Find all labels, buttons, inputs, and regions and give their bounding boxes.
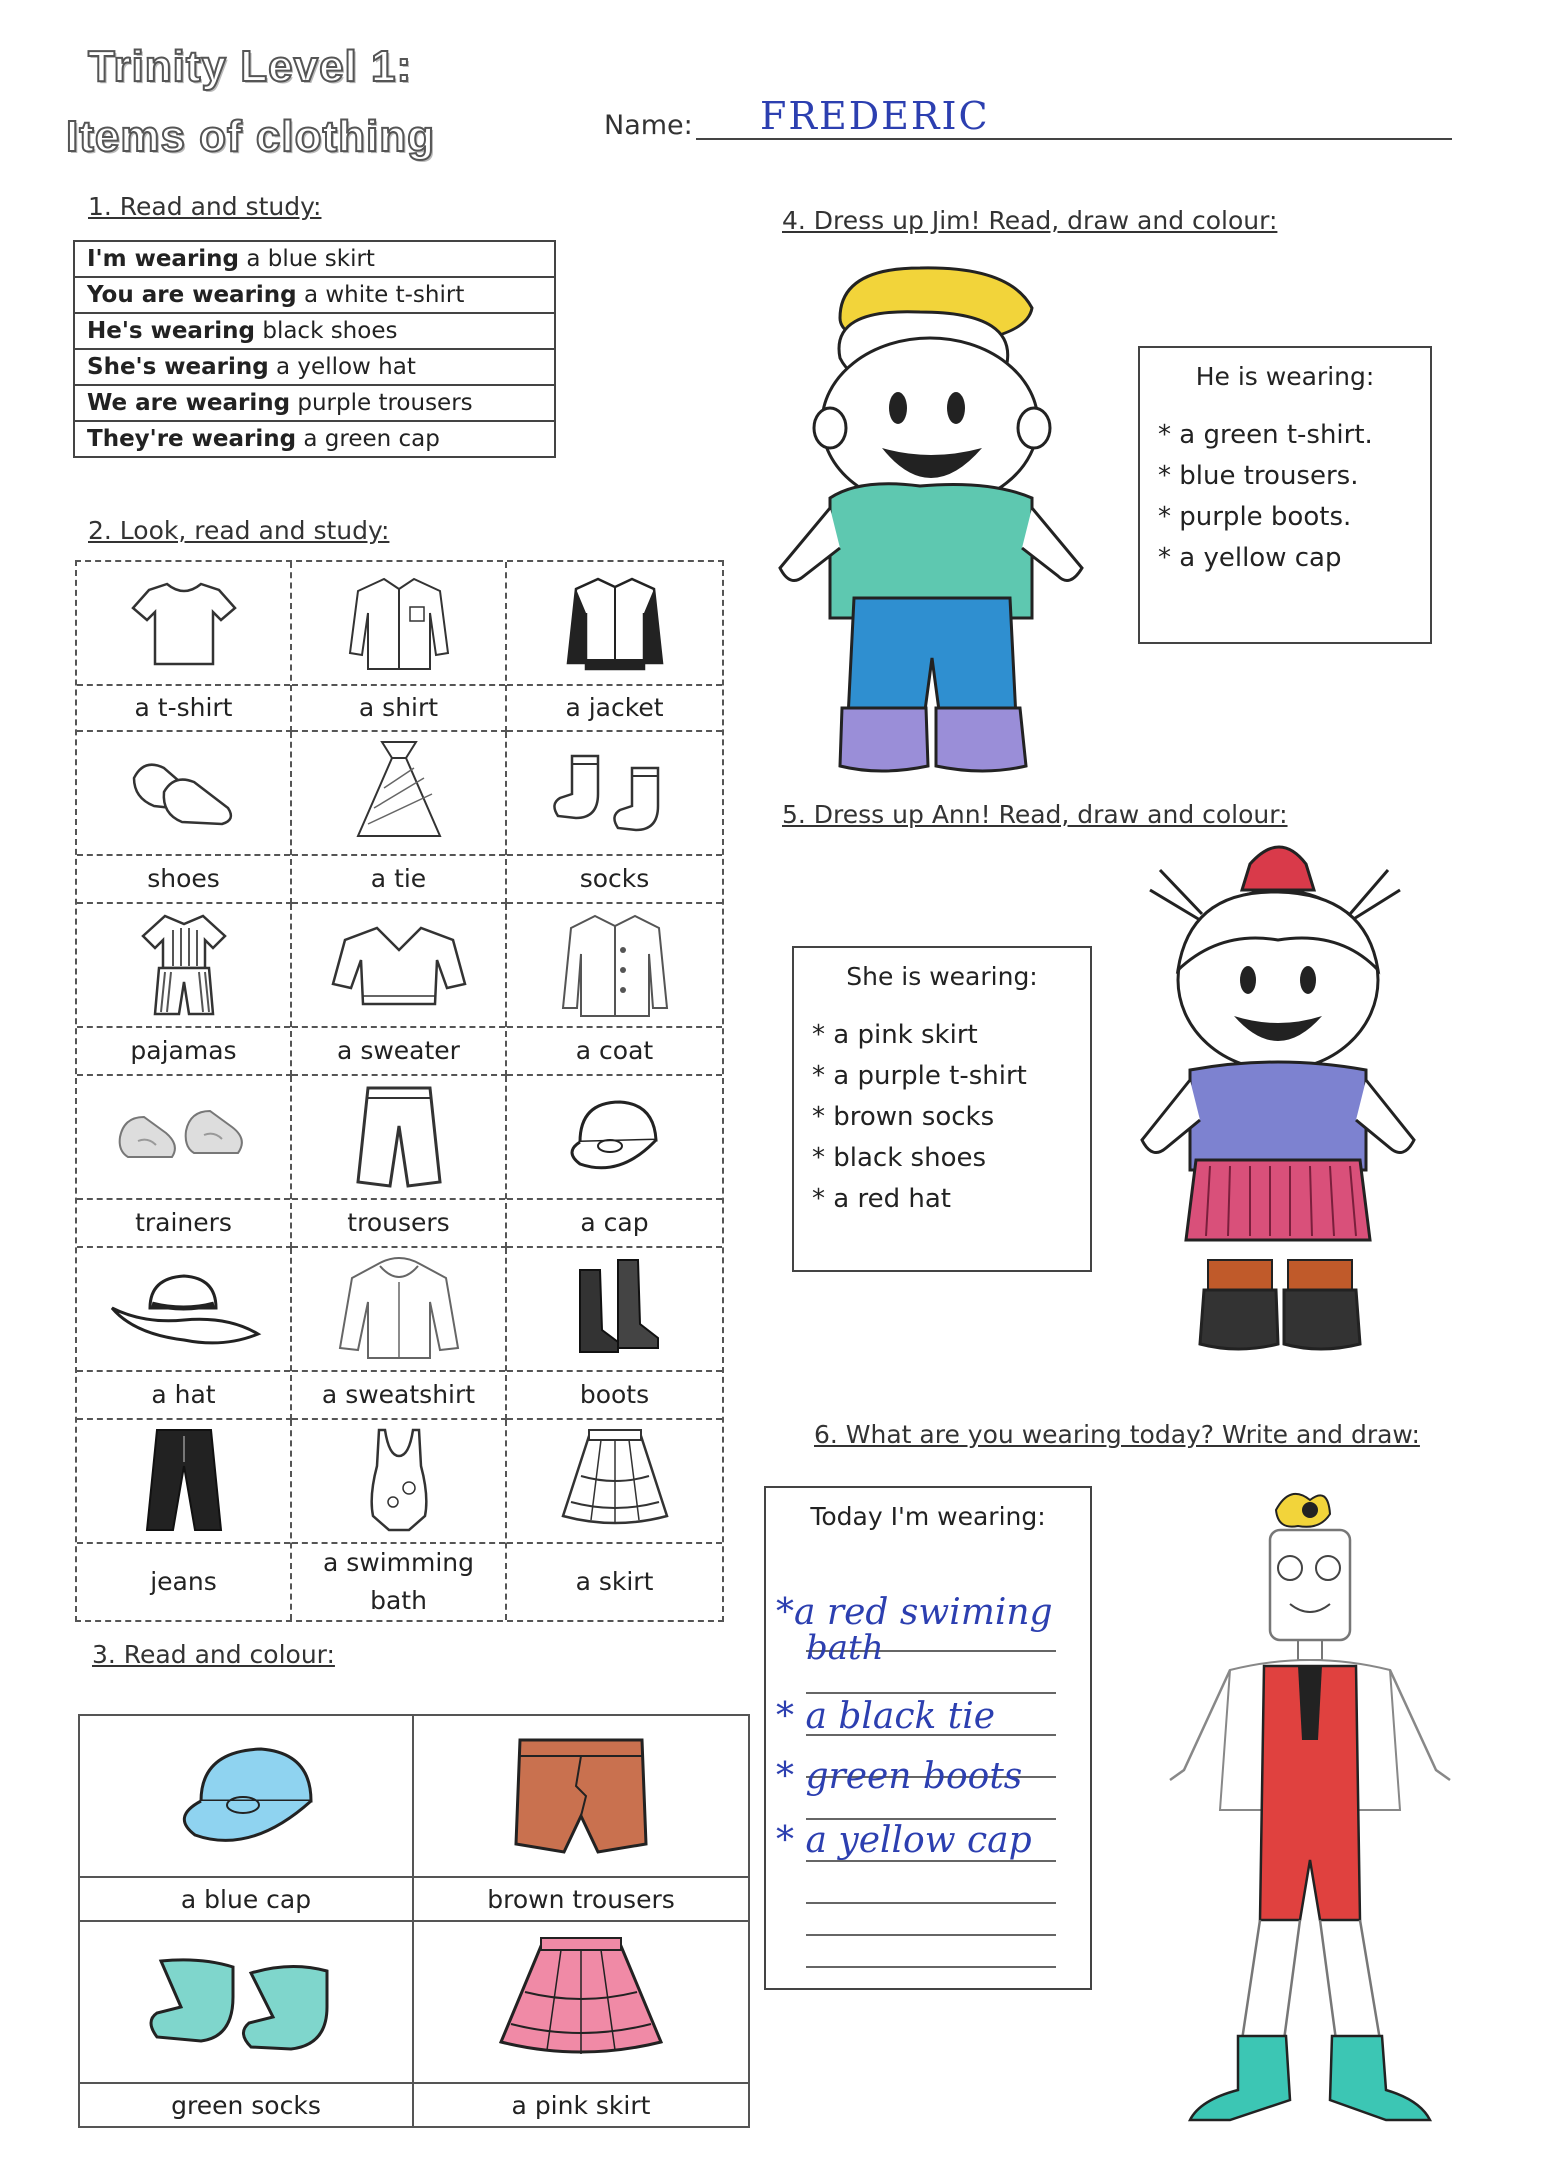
jim-item: * a green t-shirt. [1158,420,1373,450]
phrase-row [74,421,555,457]
phrase-rest: a green cap [303,426,440,452]
vocab-label: a skirt [575,1567,654,1596]
vocab-label: trousers [347,1208,450,1237]
answer-1: *a red swiming [776,1592,1053,1633]
vocab-label: jeans [150,1567,217,1596]
name-label: Name: [604,110,693,141]
vocab-cell [292,732,507,904]
colour-label: a blue cap [180,1884,312,1914]
phrase-bold: I'm wearing [87,246,240,272]
phrase-bold: She's wearing [87,354,269,380]
vocab-label: pajamas [130,1036,237,1065]
worksheet-title-line2: Items of clothing [66,112,435,161]
vocab-label: a shirt [358,693,439,722]
today-box-title: Today I'm wearing: [810,1502,1046,1531]
section5-heading: 5. Dress up Ann! Read, draw and colour: [782,800,1288,829]
jacket-icon [560,573,670,673]
colour-cell [414,1922,748,2126]
skirt-icon [555,1426,675,1536]
phrase-rest: a blue skirt [246,246,375,272]
boots-icon [560,1254,670,1364]
phrases-table [73,240,556,458]
ann-box-title: She is wearing: [846,962,1038,991]
student-self-drawing [1160,1480,1460,2140]
colour-cell [414,1716,748,1922]
writing-line[interactable] [806,1902,1056,1904]
vocab-label: a cap [580,1208,649,1237]
vocab-label: a swimming bath [322,1548,475,1615]
today-writing-box [764,1486,1092,1990]
section6-heading: 6. What are you wearing today? Write and draw: [814,1420,1420,1449]
read-and-colour-grid [78,1714,750,2128]
shirt-icon [344,573,454,673]
vocab-cell [292,1420,507,1620]
vocab-label: shoes [147,864,220,893]
sweater-icon [329,920,469,1010]
swimsuit-icon [349,1426,449,1536]
trainers-icon [114,1097,254,1177]
trousers-icon [344,1082,454,1192]
colour-label: brown trousers [487,1884,675,1914]
phrase-rest: black shoes [262,318,398,344]
writing-line[interactable] [806,1966,1056,1968]
jim-items-list [1158,415,1430,579]
answer-4: * a yellow cap [776,1820,1032,1861]
answer-3: * green boots [776,1756,1023,1797]
shoes-icon [124,748,244,838]
jeans-icon [129,1426,239,1536]
vocab-label: a hat [151,1380,216,1409]
jim-item: * a yellow cap [1158,543,1342,573]
vocab-label: trainers [135,1208,232,1237]
phrase-row [74,349,555,385]
jim-instructions-box [1138,346,1432,644]
ann-instructions-box [792,946,1092,1272]
vocab-cell [507,904,722,1076]
jim-item: * blue trousers. [1158,461,1359,491]
phrase-rest: purple trousers [297,390,473,416]
coat-icon [555,910,675,1020]
section3-heading: 3. Read and colour: [92,1640,335,1669]
jim-drawing [770,258,1110,778]
ann-item: * a purple t-shirt [812,1061,1027,1091]
vocab-cell [77,562,292,732]
vocab-label: a sweater [337,1036,460,1065]
vocab-cell [77,1420,292,1620]
vocab-cell [292,904,507,1076]
sweatshirt-icon [334,1254,464,1364]
phrase-bold: They're wearing [87,426,297,452]
worksheet-title-line1: Trinity Level 1: [88,42,413,91]
answer-1-continued: bath [806,1628,884,1668]
name-line[interactable] [696,138,1452,140]
vocab-cell [77,904,292,1076]
writing-line[interactable] [806,1692,1056,1694]
student-name: FREDERIC [760,94,990,138]
phrase-row [74,313,555,349]
answer-2: * a black tie [776,1696,996,1737]
phrase-rest: a yellow hat [276,354,416,380]
phrase-row [74,385,555,421]
colour-label: a pink skirt [511,2090,651,2120]
vocab-cell [507,562,722,732]
writing-line[interactable] [806,1934,1056,1936]
vocab-label: a jacket [565,693,664,722]
phrase-row [74,241,555,277]
hat-icon [104,1264,264,1354]
vocab-label: boots [579,1380,650,1409]
t-shirt-icon [129,578,239,668]
colour-cell [80,1716,414,1922]
phrase-rest: a white t-shirt [303,282,465,308]
vocab-label: socks [579,864,650,893]
section2-heading: 2. Look, read and study: [88,516,390,545]
vocab-label: a tie [370,864,427,893]
vocab-cell [77,1248,292,1420]
section4-heading: 4. Dress up Jim! Read, draw and colour: [782,206,1278,235]
vocab-cell [507,1076,722,1248]
skirt-icon [491,1932,671,2072]
ann-item: * brown socks [812,1102,995,1132]
colour-label: green socks [171,2090,321,2120]
jim-box-title: He is wearing: [1195,362,1375,391]
tie-icon [344,738,454,848]
phrase-bold: You are wearing [87,282,297,308]
vocab-cell [77,1076,292,1248]
phrase-row [74,277,555,313]
socks-icon [141,1937,351,2067]
section1-heading: 1. Read and study: [88,192,322,221]
pajamas-icon [129,910,239,1020]
vocab-cell [292,1076,507,1248]
vocab-cell [292,1248,507,1420]
ann-item: * black shoes [812,1143,987,1173]
ann-drawing [1130,830,1430,1370]
phrase-bold: He's wearing [87,318,256,344]
clothing-vocabulary-grid [75,560,724,1622]
vocab-cell [507,1420,722,1620]
vocab-cell [507,1248,722,1420]
vocab-label: a t-shirt [134,693,233,722]
ann-item: * a pink skirt [812,1020,978,1050]
vocab-label: a sweatshirt [321,1380,476,1409]
trousers-icon [506,1726,656,1866]
cap-icon [560,1092,670,1182]
cap-icon [161,1731,331,1861]
vocab-cell [77,732,292,904]
vocab-cell [507,732,722,904]
ann-item: * a red hat [812,1184,951,1214]
colour-cell [80,1922,414,2126]
phrase-bold: We are wearing [87,390,291,416]
vocab-label: a coat [575,1036,654,1065]
ann-items-list [812,1015,1090,1220]
vocab-cell [292,562,507,732]
socks-icon [550,748,680,838]
jim-item: * purple boots. [1158,502,1352,532]
